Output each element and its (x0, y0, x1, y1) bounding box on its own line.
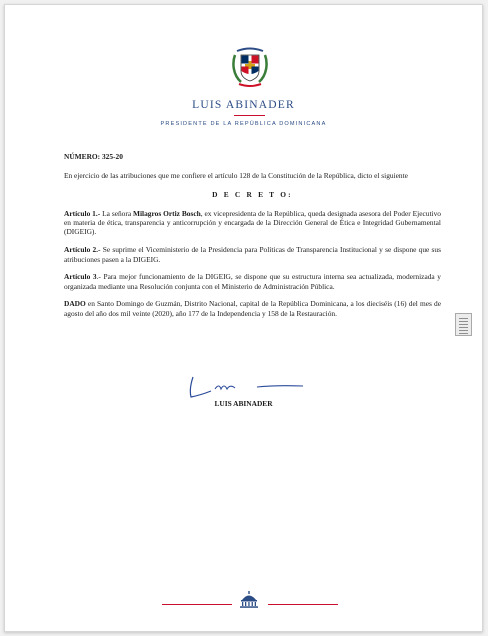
preamble: En ejercicio de las atribuciones que me confiere el artículo 128 de la Constitución de la República, dicto el siguiente (64, 171, 408, 181)
article-2-text: Se suprime el Viceministerio de la Presidencia para Políticas de Transparencia Institucional y se dispone que sus atribuciones pasen a la DIGEIG. (64, 245, 441, 264)
dado-label: DADO (64, 299, 86, 309)
article-2-label: Artículo 2.- (64, 245, 101, 255)
document-page-icon[interactable] (455, 313, 472, 336)
dado-text: en Santo Domingo de Guzmán, Distrito Nacional, capital de la República Dominicana, a los dieciséis (16) del mes de agosto del año dos mil veinte (2020), año 177 de la Independencia y 158 de la Restauración. (64, 299, 441, 318)
article-1-label: Artículo 1.- (64, 208, 101, 218)
decree-title: D E C R E T O: (212, 189, 293, 199)
footer-line-right (268, 604, 338, 605)
article-2 (64, 245, 441, 264)
article-3 (64, 272, 441, 291)
president-name: LUIS ABINADER (192, 99, 295, 111)
document-page (4, 4, 483, 632)
name-underline (234, 115, 265, 116)
coat-of-arms-icon (229, 45, 271, 89)
signature (185, 375, 310, 401)
article-3-text: .- Para mejor funcionamiento de la DIGEIG, se dispone que su estructura interna sea actualizada, modernizada y organizada mediante una Resolución conjunta con el Ministerio de Administración Pública. (64, 272, 441, 291)
decree-number: NÚMERO: 325-20 (64, 152, 123, 161)
article-1-text-b: , ex vicepresidenta de la República, queda designada asesora del Poder Ejecutivo en materia de ética, transparencia y anticorrupción y encargada de la Dirección General de Ética e Integridad Gubernamental (DIGEIG). (64, 208, 441, 237)
article-3-label: Artículo 3 (64, 272, 97, 282)
article-1-person: Milagros Ortiz Bosch (133, 208, 201, 218)
signer-name: LUIS ABINADER (214, 399, 273, 408)
president-subtitle: PRESIDENTE DE LA REPÚBLICA DOMINICANA (160, 121, 327, 127)
dado-paragraph (64, 299, 441, 318)
article-1-text-a: La señora (100, 208, 134, 218)
decree-body (64, 152, 441, 327)
article-1 (64, 209, 441, 237)
footer-line-left (162, 604, 232, 605)
palace-dome-icon (239, 591, 259, 608)
